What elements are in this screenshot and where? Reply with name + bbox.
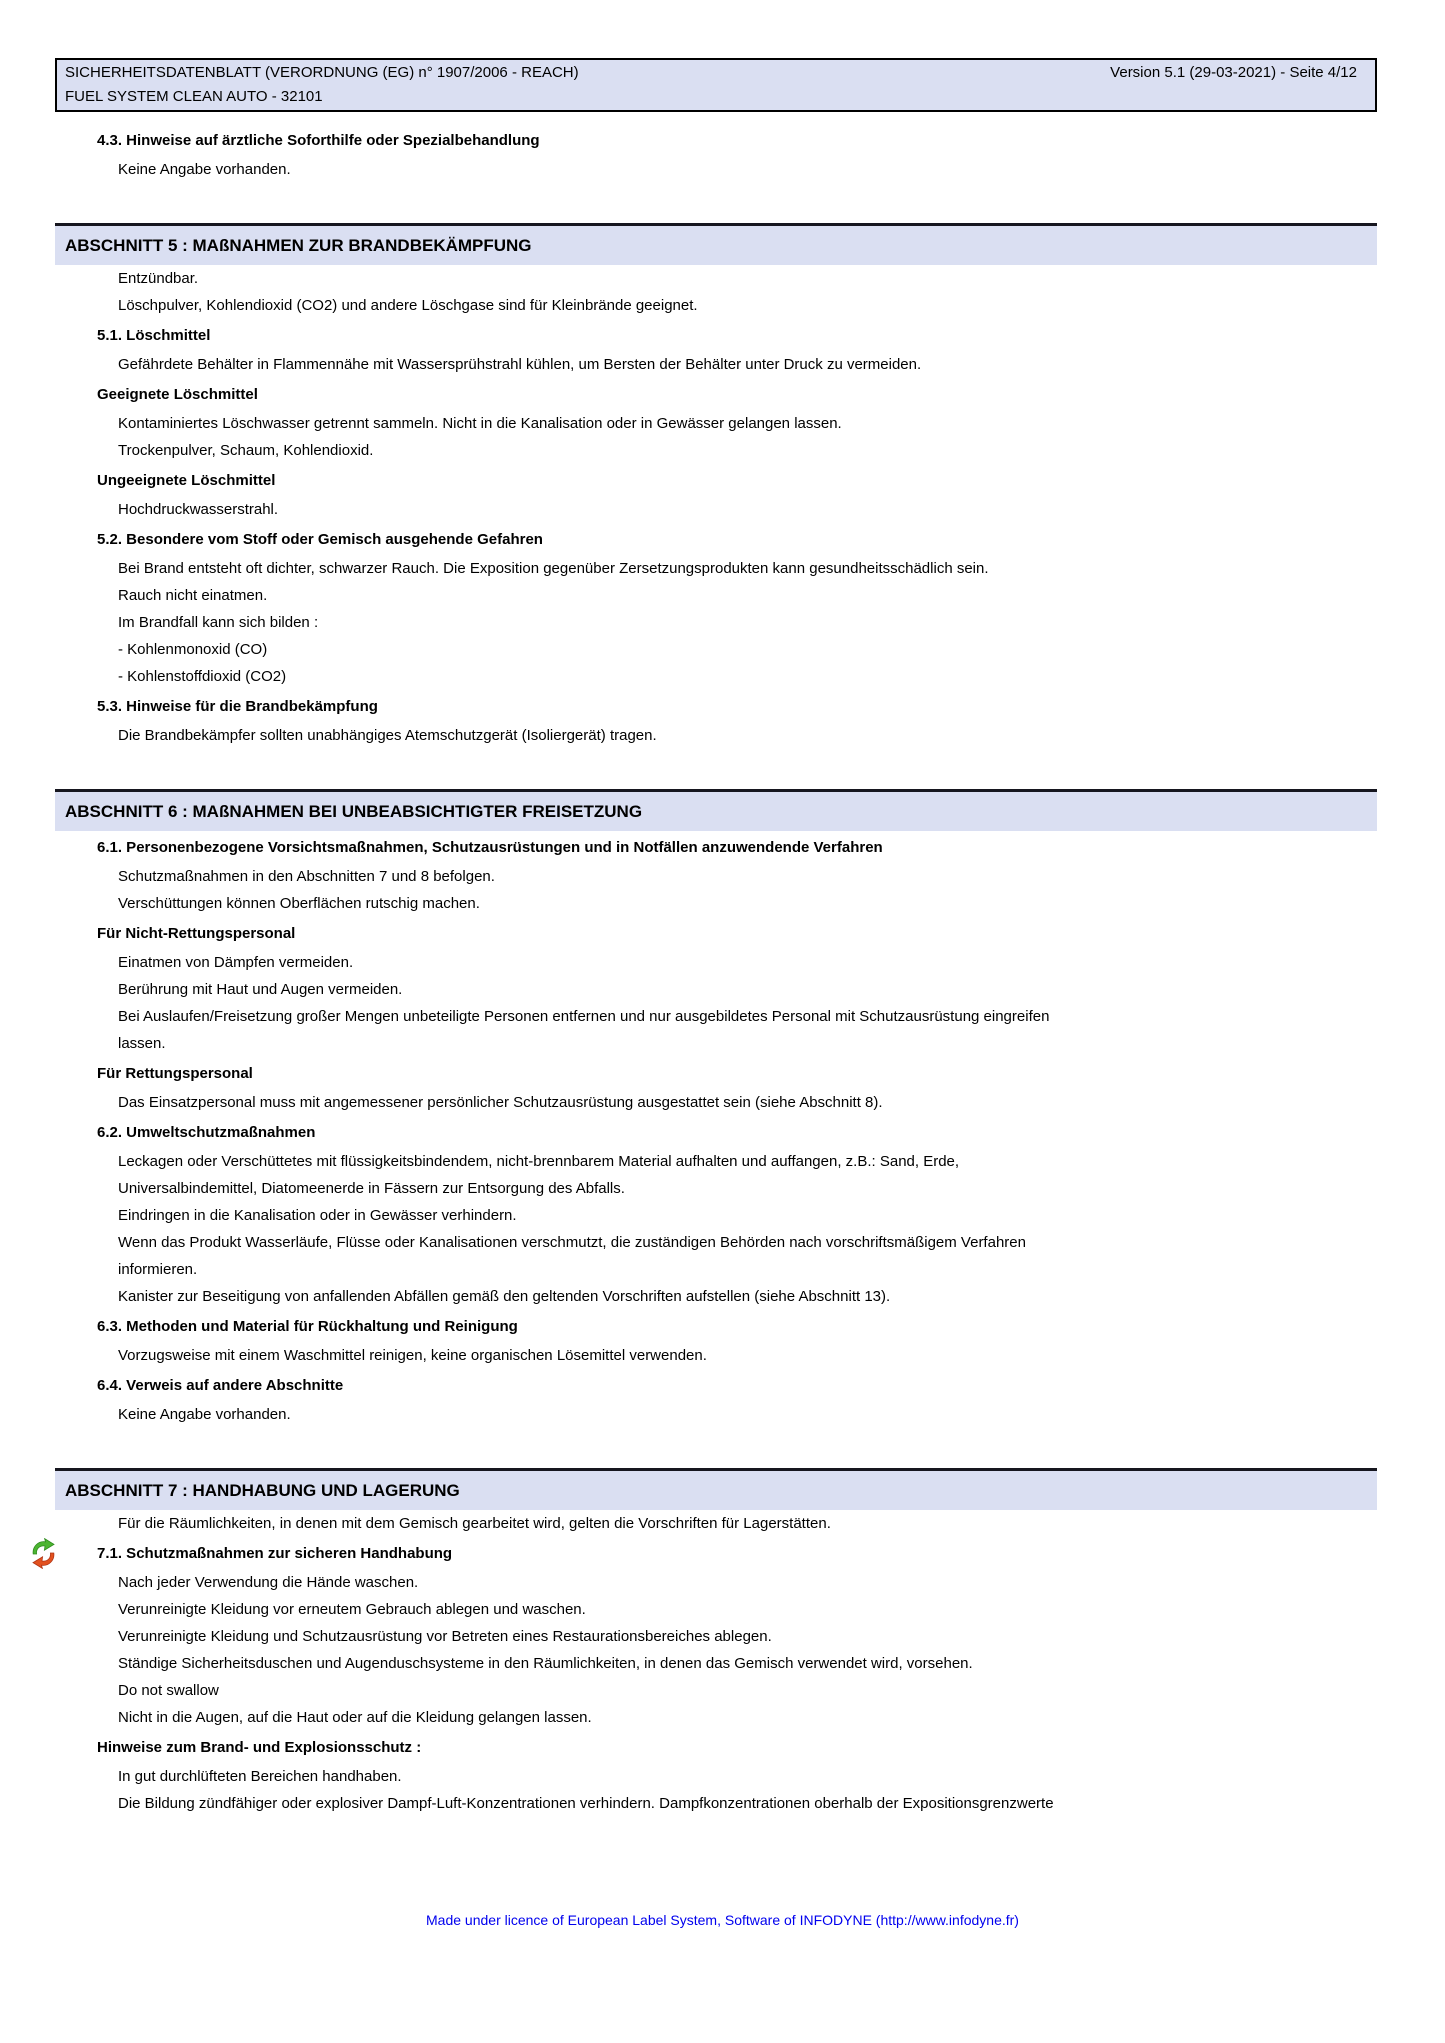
text-line: Universalbindemittel, Diatomeenerde in Fässern zur Entsorgung des Abfalls.	[118, 1180, 625, 1197]
text-line: Eindringen in die Kanalisation oder in Gewässer verhindern.	[118, 1207, 517, 1224]
text-line: Keine Angabe vorhanden.	[118, 161, 291, 178]
text-line: Berührung mit Haut und Augen vermeiden.	[118, 981, 403, 998]
sub-heading: 6.4. Verweis auf andere Abschnitte	[97, 1377, 344, 1394]
footer-licence-text: Made under licence of European Label System, Software of INFODYNE (http://www.infodyne.fr)	[426, 1912, 1019, 1928]
header-title: SICHERHEITSDATENBLATT (VERORDNUNG (EG) n° 1907/2006 - REACH)	[65, 64, 579, 81]
sub-heading: Hinweise zum Brand- und Explosionsschutz :	[97, 1739, 422, 1756]
text-line: Wenn das Produkt Wasserläufe, Flüsse oder Kanalisationen verschmutzt, die zuständigen Behörden nach vorschriftsmäßigem Verfahren	[118, 1234, 1026, 1251]
sub-heading: Geeignete Löschmittel	[97, 386, 258, 403]
text-line: Im Brandfall kann sich bilden :	[118, 614, 319, 631]
sds-page	[55, 58, 1377, 1817]
text-line: Ständige Sicherheitsduschen und Augenduschsysteme in den Räumlichkeiten, in denen das Gemisch verwendet wird, vorsehen.	[118, 1655, 973, 1672]
text-line: Die Bildung zündfähiger oder explosiver Dampf-Luft-Konzentrationen verhindern. Dampfkonzentrationen oberhalb der Expositionsgrenzwerte	[118, 1795, 1054, 1812]
sub-heading: 5.1. Löschmittel	[97, 327, 211, 344]
sub-heading: 4.3. Hinweise auf ärztliche Soforthilfe oder Spezialbehandlung	[97, 132, 540, 149]
text-line: lassen.	[118, 1035, 166, 1052]
text-line: Leckagen oder Verschüttetes mit flüssigkeitsbindendem, nicht-brennbarem Material aufhalten und auffangen, z.B.: Sand, Erde,	[118, 1153, 960, 1170]
sub-heading: 6.1. Personenbezogene Vorsichtsmaßnahmen, Schutzausrüstungen und in Notfällen anzuwendende Verfahren	[97, 839, 883, 856]
text-line: Einatmen von Dämpfen vermeiden.	[118, 954, 354, 971]
sub-heading: 6.2. Umweltschutzmaßnahmen	[97, 1124, 316, 1141]
document-body	[55, 112, 1377, 1817]
text-line: Kontaminiertes Löschwasser getrennt sammeln. Nicht in die Kanalisation oder in Gewässer gelangen lassen.	[118, 415, 842, 432]
text-line: Keine Angabe vorhanden.	[118, 1406, 291, 1423]
header-version-page: Version 5.1 (29-03-2021) - Seite 4/12	[1110, 64, 1357, 81]
text-line: Nicht in die Augen, auf die Haut oder auf die Kleidung gelangen lassen.	[118, 1709, 592, 1726]
recycle-arrows-icon	[30, 1538, 57, 1569]
text-line: Hochdruckwasserstrahl.	[118, 501, 279, 518]
text-line: Schutzmaßnahmen in den Abschnitten 7 und 8 befolgen.	[118, 868, 495, 885]
text-line: Rauch nicht einatmen.	[118, 587, 268, 604]
sub-heading: 6.3. Methoden und Material für Rückhaltung und Reinigung	[97, 1318, 518, 1335]
text-line: Für die Räumlichkeiten, in denen mit dem Gemisch gearbeitet wird, gelten die Vorschriften für Lagerstätten.	[118, 1515, 831, 1532]
sub-heading: 7.1. Schutzmaßnahmen zur sicheren Handhabung	[55, 1540, 1377, 1567]
text-line: Gefährdete Behälter in Flammennähe mit Wassersprühstrahl kühlen, um Bersten der Behälter unter Druck zu vermeiden.	[118, 356, 922, 373]
text-line: Entzündbar.	[118, 270, 199, 287]
sub-heading: Für Rettungspersonal	[97, 1065, 253, 1082]
header-product-name: FUEL SYSTEM CLEAN AUTO - 32101	[65, 88, 323, 105]
text-line: - Kohlenmonoxid (CO)	[118, 641, 268, 658]
text-line: Verunreinigte Kleidung und Schutzausrüstung vor Betreten eines Restaurationsbereiches ablegen.	[118, 1628, 772, 1645]
text-line: In gut durchlüfteten Bereichen handhaben.	[118, 1768, 402, 1785]
sub-heading: 5.3. Hinweise für die Brandbekämpfung	[97, 698, 378, 715]
document-header	[55, 58, 1377, 112]
text-line: Nach jeder Verwendung die Hände waschen.	[118, 1574, 419, 1591]
text-line: Verschüttungen können Oberflächen rutschig machen.	[118, 895, 480, 912]
sub-heading: 5.2. Besondere vom Stoff oder Gemisch ausgehende Gefahren	[97, 531, 543, 548]
text-line: Bei Auslaufen/Freisetzung großer Mengen unbeteiligte Personen entfernen und nur ausgebildetes Personal mit Schutzausrüstung eingreifen	[118, 1008, 1050, 1025]
text-line: Verunreinigte Kleidung vor erneutem Gebrauch ablegen und waschen.	[118, 1601, 586, 1618]
text-line: Das Einsatzpersonal muss mit angemessener persönlicher Schutzausrüstung ausgestattet sein (siehe Abschnitt 8).	[118, 1094, 883, 1111]
text-line: Die Brandbekämpfer sollten unabhängiges Atemschutzgerät (Isoliergerät) tragen.	[118, 727, 657, 744]
section-bar: ABSCHNITT 5 : MAßNAHMEN ZUR BRANDBEKÄMPFUNG	[55, 223, 1377, 265]
text-line: Löschpulver, Kohlendioxid (CO2) und andere Löschgase sind für Kleinbrände geeignet.	[118, 297, 698, 314]
sub-heading: Ungeeignete Löschmittel	[97, 472, 276, 489]
text-line: - Kohlenstoffdioxid (CO2)	[118, 668, 287, 685]
text-line: Trockenpulver, Schaum, Kohlendioxid.	[118, 442, 374, 459]
text-line: Kanister zur Beseitigung von anfallenden Abfällen gemäß den geltenden Vorschriften aufstellen (siehe Abschnitt 13).	[118, 1288, 891, 1305]
text-line: Bei Brand entsteht oft dichter, schwarzer Rauch. Die Exposition gegenüber Zersetzungsprodukten kann gesundheitsschädlich sein.	[118, 560, 989, 577]
text-line: Do not swallow	[118, 1682, 219, 1699]
text-line: informieren.	[118, 1261, 198, 1278]
text-line: Vorzugsweise mit einem Waschmittel reinigen, keine organischen Lösemittel verwenden.	[118, 1347, 707, 1364]
sub-heading: Für Nicht-Rettungspersonal	[97, 925, 296, 942]
section-bar: ABSCHNITT 6 : MAßNAHMEN BEI UNBEABSICHTIGTER FREISETZUNG	[55, 789, 1377, 831]
section-bar: ABSCHNITT 7 : HANDHABUNG UND LAGERUNG	[55, 1468, 1377, 1510]
